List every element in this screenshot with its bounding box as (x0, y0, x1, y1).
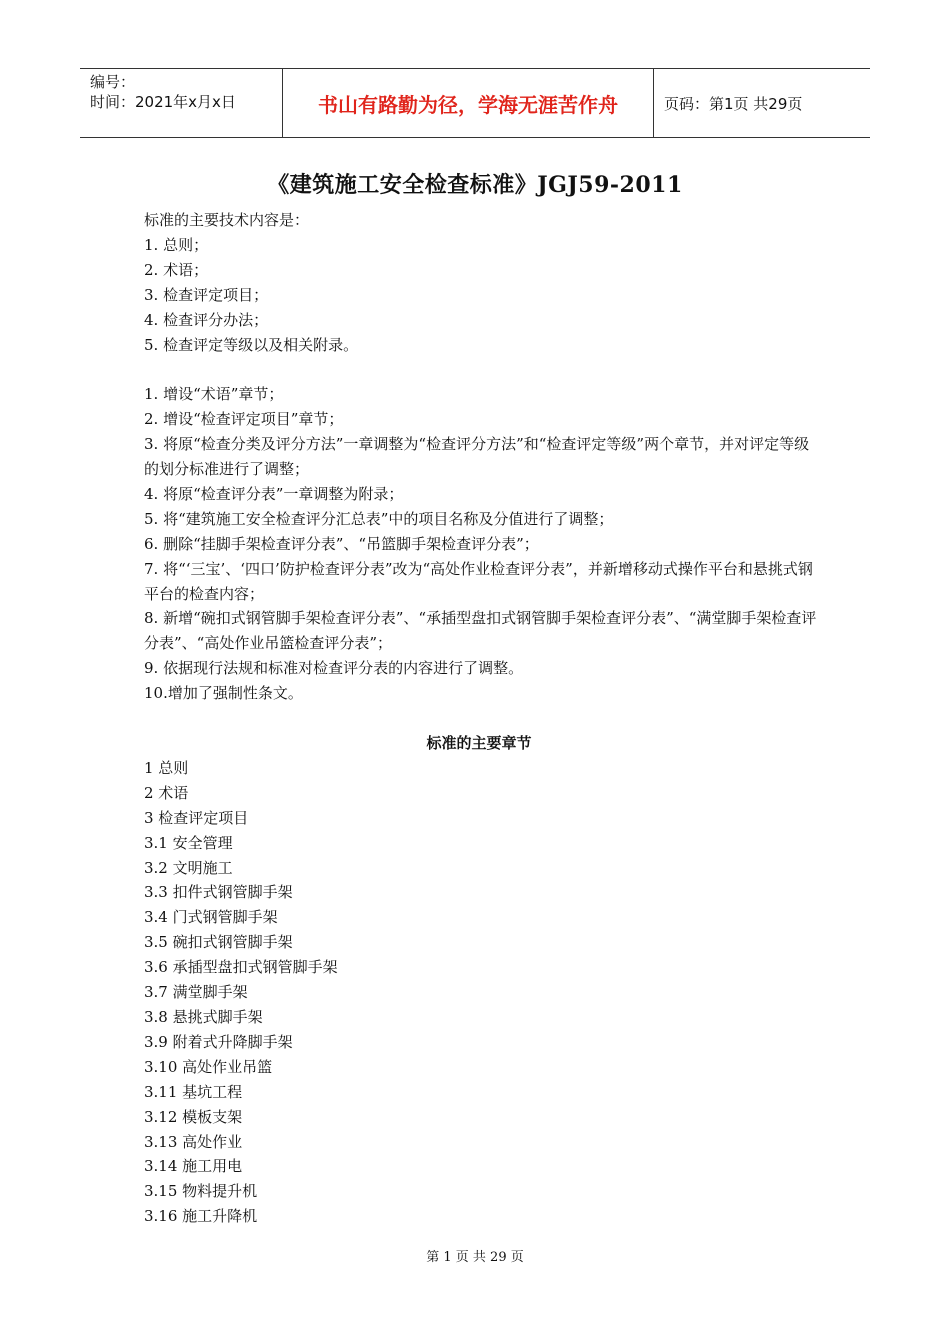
content-item: 2. 术语； (144, 260, 209, 279)
document-header (80, 68, 870, 138)
date-label: 时间：2021年x月x日 (90, 93, 236, 111)
change-item: 8. 新增“碗扣式钢管脚手架检查评分表”、“承插型盘扣式钢管脚手架检查评分表”、“满堂脚手架检查评分表”、“高处作业吊篮检查评分表”； (144, 609, 817, 653)
chapter-item: 3.2 文明施工 (144, 858, 233, 877)
document-body (144, 208, 824, 1229)
chapter-item: 3.15 物料提升机 (144, 1182, 258, 1201)
content-item: 4. 检查评分办法； (144, 310, 269, 329)
content-item: 1. 总则； (144, 235, 209, 254)
header-page-info: 页码：第1页 共29页 (664, 94, 803, 113)
chapter-item: 3.12 模板支架 (144, 1107, 243, 1126)
change-item: 7. 将“‘三宝’、‘四口’防护检查评分表”改为“高处作业检查评分表”，并新增移动式操作平台和悬挑式钢平台的检查内容； (144, 559, 813, 603)
chapter-item: 3.8 悬挑式脚手架 (144, 1007, 263, 1026)
document-title: 《建筑施工安全检查标准》JGJ59-2011 (267, 172, 683, 198)
content-item: 3. 检查评定项目； (144, 285, 269, 304)
change-item: 6. 删除“挂脚手架检查评分表”、“吊篮脚手架检查评分表”； (144, 534, 539, 553)
chapter-item: 3.5 碗扣式钢管脚手架 (144, 933, 293, 952)
chapter-item: 3.9 附着式升降脚手架 (144, 1032, 293, 1051)
change-item: 9. 依据现行法规和标准对检查评分表的内容进行了调整。 (144, 659, 524, 678)
chapter-item: 3.16 施工升降机 (144, 1207, 258, 1226)
change-item: 2. 增设“检查评定项目”章节； (144, 410, 344, 429)
header-motto: 书山有路勤为径，学海无涯苦作舟 (282, 69, 654, 137)
chapter-item: 3.7 满堂脚手架 (144, 983, 248, 1002)
serial-label: 编号： (90, 73, 136, 91)
chapter-item: 3.13 高处作业 (144, 1132, 243, 1151)
change-item: 5. 将“建筑施工安全检查评分汇总表”中的项目名称及分值进行了调整； (144, 509, 614, 528)
chapter-item: 3.10 高处作业吊篮 (144, 1057, 273, 1076)
chapter-item: 3.1 安全管理 (144, 833, 233, 852)
chapter-item: 3.4 门式钢管脚手架 (144, 908, 278, 927)
section-heading: 标准的主要章节 (426, 734, 532, 752)
chapter-item: 1 总则 (144, 758, 189, 777)
change-item: 4. 将原“检查评分表”一章调整为附录； (144, 484, 404, 503)
intro-text: 标准的主要技术内容是： (144, 211, 310, 229)
chapter-item: 3.3 扣件式钢管脚手架 (144, 883, 293, 902)
content-item: 5. 检查评定等级以及相关附录。 (144, 335, 359, 354)
chapter-item: 2 术语 (144, 783, 189, 802)
change-item: 10.增加了强制性条文。 (144, 684, 303, 703)
chapter-item: 3.14 施工用电 (144, 1157, 243, 1176)
spacer (144, 706, 824, 731)
chapter-item: 3.11 基坑工程 (144, 1082, 243, 1101)
page-footer: 第 1 页 共 29 页 (426, 1250, 524, 1265)
change-item: 1. 增设“术语”章节； (144, 385, 284, 404)
spacer (144, 357, 824, 382)
chapter-item: 3.6 承插型盘扣式钢管脚手架 (144, 958, 338, 977)
change-item: 3. 将原“检查分类及评分方法”一章调整为“检查评分方法”和“检查评定等级”两个章节，并对评定等级的划分标准进行了调整； (144, 435, 810, 479)
header-meta (80, 69, 282, 137)
chapter-item: 3 检查评定项目 (144, 808, 249, 827)
